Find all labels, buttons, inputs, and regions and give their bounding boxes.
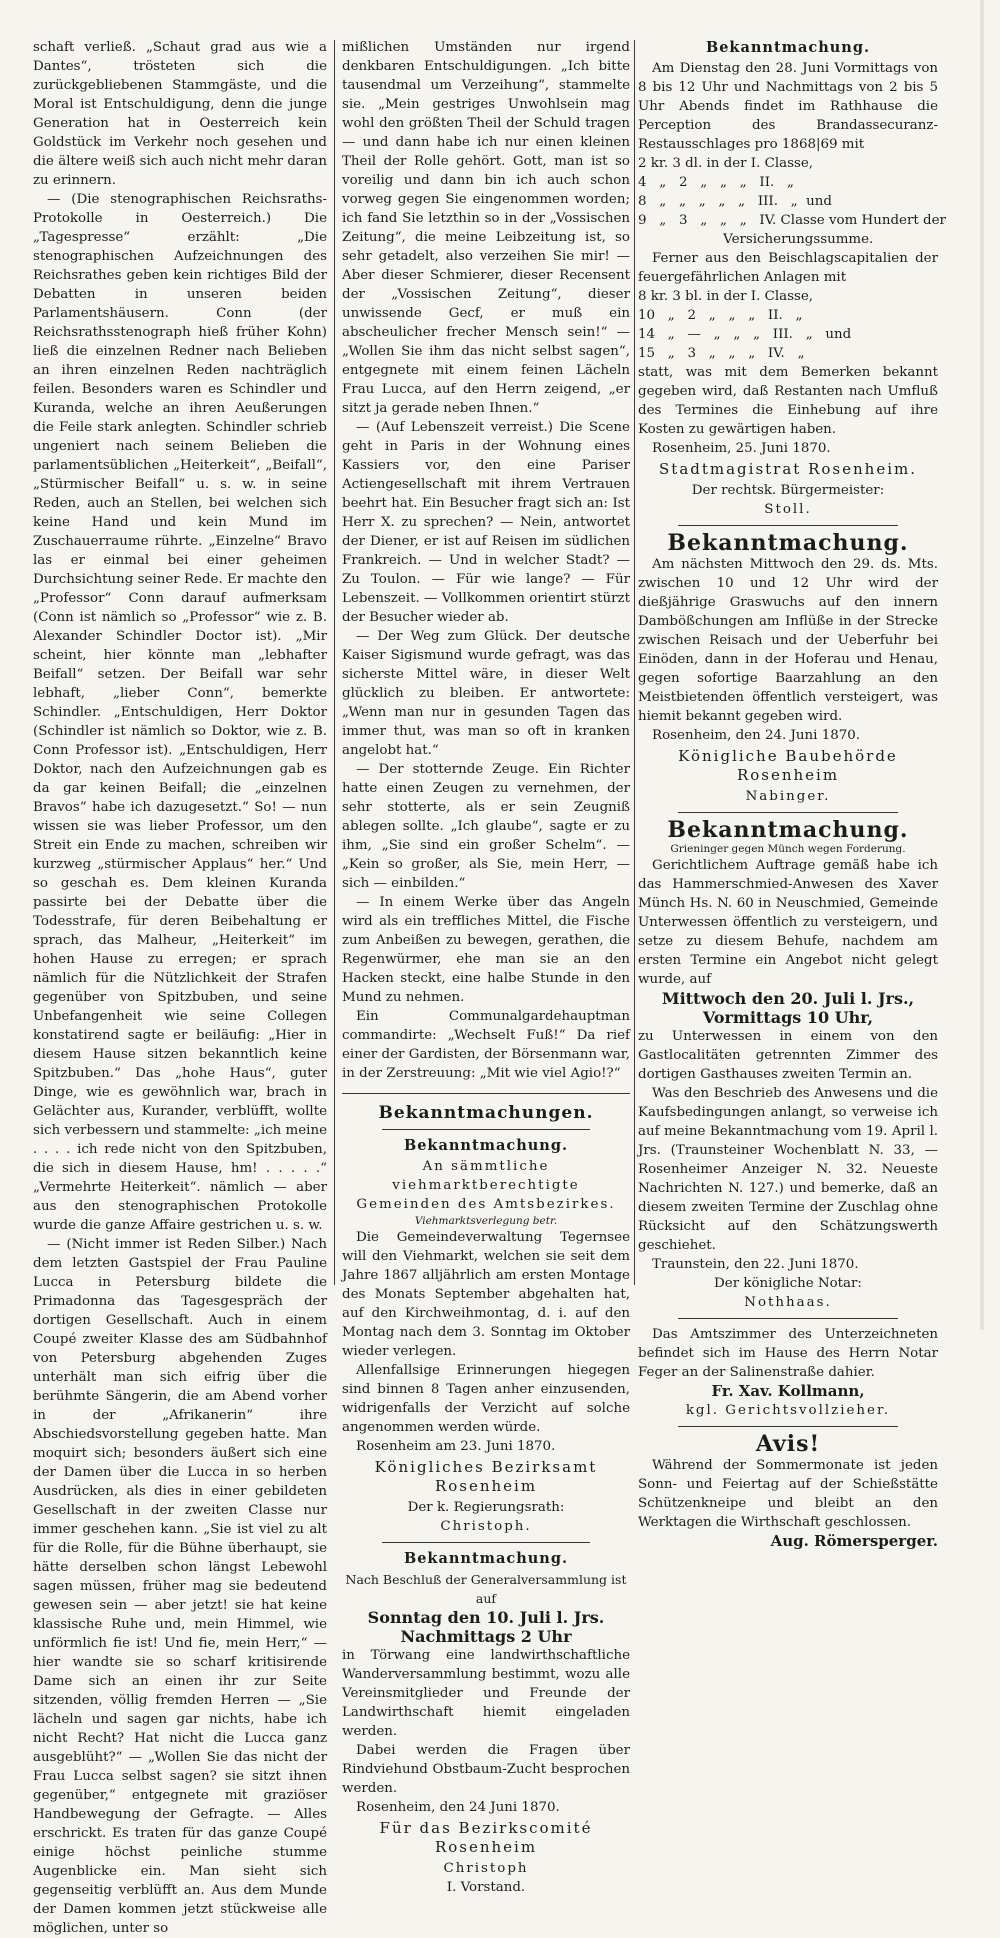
notice-title: Bekanntmachung. <box>667 817 909 843</box>
rate-row: 14 „ — „ „ „ III. „ und <box>638 327 852 342</box>
notice-authority: Königliches Bezirksamt Rosenheim <box>374 1458 598 1495</box>
notice-body: Während der Sommermonate ist jeden Sonn- und Feiertag auf der Schießstätte Schützenkneipe und bleibt an den Werktagen die Wirthschaft geschlossen. <box>638 1458 938 1530</box>
article-text: mißlichen Umständen nur irgend denkbaren Entschuldigungen. „Ich bitte tausendmal um Verzeihung“, stammelte sie. „Mein gestriges Unwohlsein mag wohl den größten Theil der Schuld tragen — und dann habe ich nur einen kleinen Theil der Rolle gehört. Gott, man ist so voreilig und dann bin ich auch schon vorweg gegen Sie eingenommen worden; ich fand Sie letzthin so in der „Vossischen Zeitung“, die meine Leibzeitung ist, so sehr getadelt, also verzeihen Sie mir! — Aber dieser Schmierer, dieser Recensent der „Vossischen Zeitung“, dieser unwissende Gecf, er muß ein abscheulicher frecher Mensch sein!“ — „Wollen Sie ihm das nicht selbst sagen“, entgegnete mit einem feinen Lächeln Frau Lucca, auf den Herrn zeigend, „er sitzt ja gerade neben Ihnen.“ <box>342 40 630 416</box>
rate-row: 10 „ 2 „ „ „ II. „ <box>638 308 803 323</box>
divider <box>678 525 898 526</box>
rate-row: Versicherungssumme. <box>638 232 874 247</box>
column-1 <box>33 38 327 1938</box>
rate-row: 4 „ 2 „ „ „ II. „ <box>638 175 794 190</box>
column-rule-1 <box>334 40 335 1285</box>
notice-date: Rosenheim, den 24 Juni 1870. <box>356 1800 560 1815</box>
divider <box>382 1542 590 1543</box>
notice-signature: Nabinger. <box>745 789 831 804</box>
notice-title: Bekanntmachung. <box>403 1137 569 1154</box>
notice-body: Am Dienstag den 28. Juni Vormittags von 8 bis 12 Uhr und Nachmittags von 2 bis 5 Uhr Abends findet im Rathhause die Perception des Brandassecuranz-Restausschlages pro 1868|69 mit <box>638 61 938 152</box>
notice-date: Rosenheim am 23. Juni 1870. <box>356 1439 556 1454</box>
article-zeuge: — Der stotternde Zeuge. Ein Richter hatte einen Zeugen zu vernehmen, der sehr stotterte, als er sein Zeugniß ablegen sollte. „Ich glaube“, sagte er zu ihm, „Sie sind ein großer Schelm“. — „Kein so großer, als Sie, mein Herr, — sich — einbilden.“ <box>342 762 630 891</box>
notice-body: Ferner aus den Beischlagscapitalien der feuergefährlichen Anlagen mit <box>638 251 938 285</box>
article-angeln: — In einem Werke über das Angeln wird als ein treffliches Mittel, die Fische zum Anbeißen zu bewegen, gerathen, die Regenwürmer, ehe man sie an den Hacken steckt, eine halbe Stunde in den Mund zu nehmen. <box>342 895 630 1005</box>
notice-role: I. Vorstand. <box>446 1880 526 1895</box>
notice-subject: Viehmarktsverlegung betr. <box>414 1215 558 1227</box>
notice-subject: Grieninger gegen Münch wegen Forderung. <box>670 843 906 855</box>
column-3 <box>638 38 946 1551</box>
notice-title: Bekanntmachung. <box>667 530 909 556</box>
column-rule-2 <box>634 40 635 1285</box>
notice-role: Der königliche Notar: <box>714 1276 862 1291</box>
notice-role: Der k. Regierungsrath: <box>407 1500 565 1515</box>
notice-date: Rosenheim, 25. Juni 1870. <box>652 441 831 456</box>
page-edge <box>980 0 984 1330</box>
notice-body: statt, was mit dem Bemerken bekannt gegeben wird, daß Restanten nach Umfluß des Termines die Einhebung auf ihre Kosten zu gewärtigen haben. <box>638 365 938 437</box>
notice-date: Rosenheim, den 24. Juni 1870. <box>652 728 861 743</box>
column-2 <box>342 38 630 1897</box>
article-glueck: — Der Weg zum Glück. Der deutsche Kaiser Sigismund wurde gefragt, was das sicherste Mittel wäre, in dieser Welt glücklich zu bleiben. Er antwortete: „Wenn man nur in gesunden Tagen das immer thut, was man so oft in kranken angelobt hat.“ <box>342 629 630 758</box>
notice-body: in Törwang eine landwirthschaftliche Wanderversammlung bestimmt, wozu alle Vereinsmitglieder und Freunde der Landwirthschaft hiemit eingeladen werden. <box>342 1648 630 1739</box>
notice-body: Dabei werden die Fragen über Rindviehund Obstbaum-Zucht besprochen werden. <box>342 1743 630 1796</box>
rate-row: 8 kr. 3 bl. in der I. Classe, <box>638 289 814 304</box>
notice-title: Bekanntmachung. <box>403 1550 569 1567</box>
divider <box>382 1129 590 1130</box>
notice-lead: Nach Beschluß der Generalversammlung ist auf <box>345 1572 627 1606</box>
notice-body: Was den Beschrieb des Anwesens und die Kaufsbedingungen anlangt, so verweise ich auf meine Bekanntmachung vom 19. April l. Jrs. (Traunsteiner Wochenblatt N. 33, — Rosenheimer Anzeiger N. 32. Neueste Nachrichten N. 127.) und bemerke, daß an diesem zweiten Termine der Zuschlag ohne Rücksicht auf den Schätzungswerth geschiehet. <box>638 1086 938 1253</box>
article-lebenszeit: — (Auf Lebenszeit verreist.) Die Scene geht in Paris in der Wohnung eines Kassiers vor, den eine Pariser Actiengesellschaft mit ihrem Vertrauen beehrt hat. Ein Besucher fragt sich an: Ist Herr X. zu sprechen? — Nein, antwortet der Diener, er ist auf Reisen im südlichen Frankreich. — Und in welcher Stadt? — Zu Toulon. — Für wie lange? — Für Lebenszeit. — Vollkommen orientirt stürzt der Besucher wieder ab. <box>342 420 630 625</box>
divider <box>678 1426 898 1427</box>
notice-signature: Christoph. <box>440 1519 532 1534</box>
notice-authority: Für das Bezirkscomité Rosenheim <box>379 1819 593 1856</box>
divider <box>678 812 898 813</box>
notice-signature: Fr. Xav. Kollmann, <box>711 1382 865 1400</box>
notice-role: kgl. Gerichtsvollzieher. <box>685 1403 891 1418</box>
notice-date-bold: Sonntag den 10. Juli l. Jrs. Nachmittags 2 Uhr <box>367 1608 605 1646</box>
notice-body: zu Unterwessen in einem von den Gastlocalitäten getrennten Zimmer des dortigen Gasthauses zweiten Termin an. <box>638 1029 938 1082</box>
notice-title: Avis! <box>755 1431 821 1457</box>
article-agio: Ein Communalgardehauptman commandirte: „Wechselt Fuß!“ Da rief einer der Gardisten, der Börsenmann war, in der Zerstreuung: „Mit wie viel Agio!?“ <box>342 1009 630 1081</box>
section-title: Bekanntmachungen. <box>378 1103 594 1123</box>
notice-signature: Nothhaas. <box>744 1295 832 1310</box>
notice-date-bold: Mittwoch den 20. Juli l. Jrs., Vormittags 10 Uhr, <box>661 989 915 1027</box>
rate-row: 8 „ „ „ „ „ III. „ und <box>638 194 832 209</box>
rate-row: 15 „ 3 „ „ „ IV. „ <box>638 346 805 361</box>
article-lucca: — (Nicht immer ist Reden Silber.) Nach dem letzten Gastspiel der Frau Pauline Lucca in Petersburg bildete die Primadonna das Tagesgespräch der dortigen Gesellschaft. Auch in einem Coupé zweiter Klasse des am Südbahnhof von Petersburg abgehenden Zuges unterhält man sich eifrig über die berühmte Sängerin, die am Abend vorher in der „Afrikanerin“ ihre Abschiedsvorstellung gegeben hatte. Man moquirt sich; besonders äußert sich eine der Damen über die Lucca in so herben Ausdrücken, als dies in einer gebildeten Gesellschaft in der zweiten Classe nur immer geschehen kann. „Sie ist viel zu alt für die Rolle, für die Bühne überhaupt, sie hätte derselben schon längst Lebewohl sagen müssen, früher mag sie bedeutend gewesen sein — aber jetzt! sie hat keine klassische Ruhe und, mein Himmel, wie unförmlich fie ist! Und fie, mein Herr,“ — hier wandte sie so scharf kritisirende Dame sich an einen ihr zur Seite sitzenden, völlig fremden Herren — „Sie lächeln und sagen gar nichts, habe ich nicht Recht? Hat nicht die Lucca ganz ausgeblüht?“ — „Wollen Sie das nicht der Frau Lucca selbst sagen? sie sitzt ihnen gegenüber,“ entgegnete mit graziöser Handbewegung der Gefragte. — Alles erschrickt. Es traten für das ganze Coupé einige höchst peinliche stumme Augenblicke ein. Man sieht sich gegenseitig verblüfft an. Aus dem Munde der Damen kommen jetzt stückweise alle möglichen, unter so <box>33 1237 327 1936</box>
divider <box>342 1093 630 1094</box>
notice-authority: Königliche Baubehörde Rosenheim <box>678 747 898 784</box>
rate-list <box>638 154 946 249</box>
notice-body: Das Amtszimmer des Unterzeichneten befindet sich im Hause des Herrn Notar Feger an der Salinenstraße dahier. <box>638 1327 938 1380</box>
notice-body: Am nächsten Mittwoch den 29. ds. Mts. zwischen 10 und 12 Uhr wird der dießjährige Graswuchs auf den innern Dambößchungen am Inflüße in der Strecke zwischen Reisach und der Ueberfuhr bei Einöden, dann in der Hoferau und Henau, gegen sofortige Baarzahlung an den Meistbietenden öffentlich versteigert, was hiemit bekannt gegeben wird. <box>638 557 938 724</box>
rate-list <box>638 287 938 363</box>
rate-row: 9 „ 3 „ „ „ IV. Classe vom Hundert der <box>638 213 946 228</box>
notice-signature: Christoph <box>443 1861 529 1876</box>
notice-title: Bekanntmachung. <box>705 39 871 56</box>
notice-body: Die Gemeindeverwaltung Tegernsee will den Viehmarkt, welchen sie seit dem Jahre 1867 alljährlich am ersten Montage des Monats September abgehalten hat, auf den Kirchweihmontag, d. i. auf den Montag nach dem 3. Sonntag im Oktober wieder verlegen. <box>342 1230 630 1359</box>
article-reichsrath: — (Die stenographischen Reichsraths-Protokolle in Oesterreich.) Die „Tagespresse“ erzählt: „Die stenographischen Aufzeichnungen des Reichsrathes geben kein richtiges Bild der Debatten in unseren beiden Parlamentshäusern. Conn (der Reichsrathsstenograph hieß früher Kohn) ließ die einzelnen Redner nach Belieben an ihren einzelnen Reden nachträglich feilen. Besonders waren es Schindler und Kuranda, welche an ihren Aeußerungen die Feile stark anlegten. Schindler schrieb ungeniert nach seinem Belieben die parlamentsüblichen „Heiterkeit“, „Beifall“, „Stürmischer Beifall“ u. s. w. in seine Reden, auch an Stellen, bei welchen sich keine Hand und kein Mund im Zuschauerraume rührte. „Einzelne“ Bravo las er einmal bei einer geheimen Durchsichtung seiner Rede. Er machte den „Professor“ Conn darauf aufmerksam (Conn ist nämlich so „Professor“ wie z. B. Alexander Schindler Doctor ist). „Mir scheint, hier könnte man „lebhafter Beifall“ setzen. Der Beifall war sehr lebhaft, „lieber Conn“, bemerkte Schindler. „Entschuldigen, Herr Doktor (Schindler ist nämlich so Doktor, wie z. B. Conn Professor ist). „Entschuldigen, Herr Doktor, nach den Aufzeichnungen gab es da gar keinen Beifall; die „einzelnen Bravos“ habe ich dazugesetzt.“ So! — nun wissen sie was lieber Professor, um den Streit ein Ende zu machen, schreiben wir kurzweg „stürmischer Applaus“ her.“ Und so geschah es. Dem kleinen Kuranda passirte bei der Debatte über die Todesstrafe, für deren Beibehaltung er sprach, das Malheur, „Heiterkeit“ im hohen Hause zu erregen; er sprach nämlich für die Nützlichkeit der Strafen gegenüber von Spitzbuben, und seine Unbefangenheit wie seine Collegen konstatirend sagte er beiläufig: „Hier in diesem Hause sitzen bekanntlich keine Spitzbuben.“ Das „hohe Haus“, guter Dinge, wie es gewöhnlich war, brach in Gelächter aus, Kurander, verblüfft, wollte sich verbessern und stammelte: „ich meine . . . . ich rede nicht von den Spitzbuben, die sich in diesem Hause, hm! . . . . .“ „Vermehrte Heiterkeit“. nämlich — aber aus den stenographischen Protokolle wurde die ganze Affaire gestrichen u. s. w. <box>33 192 327 1233</box>
article-text: schaft verließ. „Schaut grad aus wie a Dantes“, trösteten sich die zurückgebliebenen Stammgäste, und die Moral ist Entschuldigung, denn die junge Generation hat in Oesterreich kein Goldstück im Verkehr noch gesehen und die ältere weiß sich auch nicht mehr daran zu erinnern. <box>33 40 327 188</box>
notice-address: An sämmtliche viehmarktberechtigte Gemeinden des Amtsbezirkes. <box>356 1159 616 1212</box>
notice-body: Allenfallsige Erinnerungen hiegegen sind binnen 8 Tagen anher einzusenden, widrigenfalls der Verzicht auf solche angenommen werden würde. <box>342 1363 630 1435</box>
divider <box>678 1318 898 1319</box>
notice-signature: Aug. Römersperger. <box>770 1532 938 1550</box>
notice-date: Traunstein, den 22. Juni 1870. <box>652 1257 859 1272</box>
rate-row: 2 kr. 3 dl. in der I. Classe, <box>638 156 814 171</box>
notice-body: Gerichtlichem Auftrage gemäß habe ich das Hammerschmied-Anwesen des Xaver Münch Hs. N. 60 in Neuschmied, Gemeinde Unterwessen öffentlich zu versteigern, und setze zu diesem Behufe, nachdem am ersten Termine ein Angebot nicht gelegt wurde, auf <box>638 858 938 987</box>
notice-signature: Stoll. <box>764 502 812 517</box>
notice-authority: Stadtmagistrat Rosenheim. <box>659 460 917 478</box>
notice-role: Der rechtsk. Bürgermeister: <box>691 483 885 498</box>
